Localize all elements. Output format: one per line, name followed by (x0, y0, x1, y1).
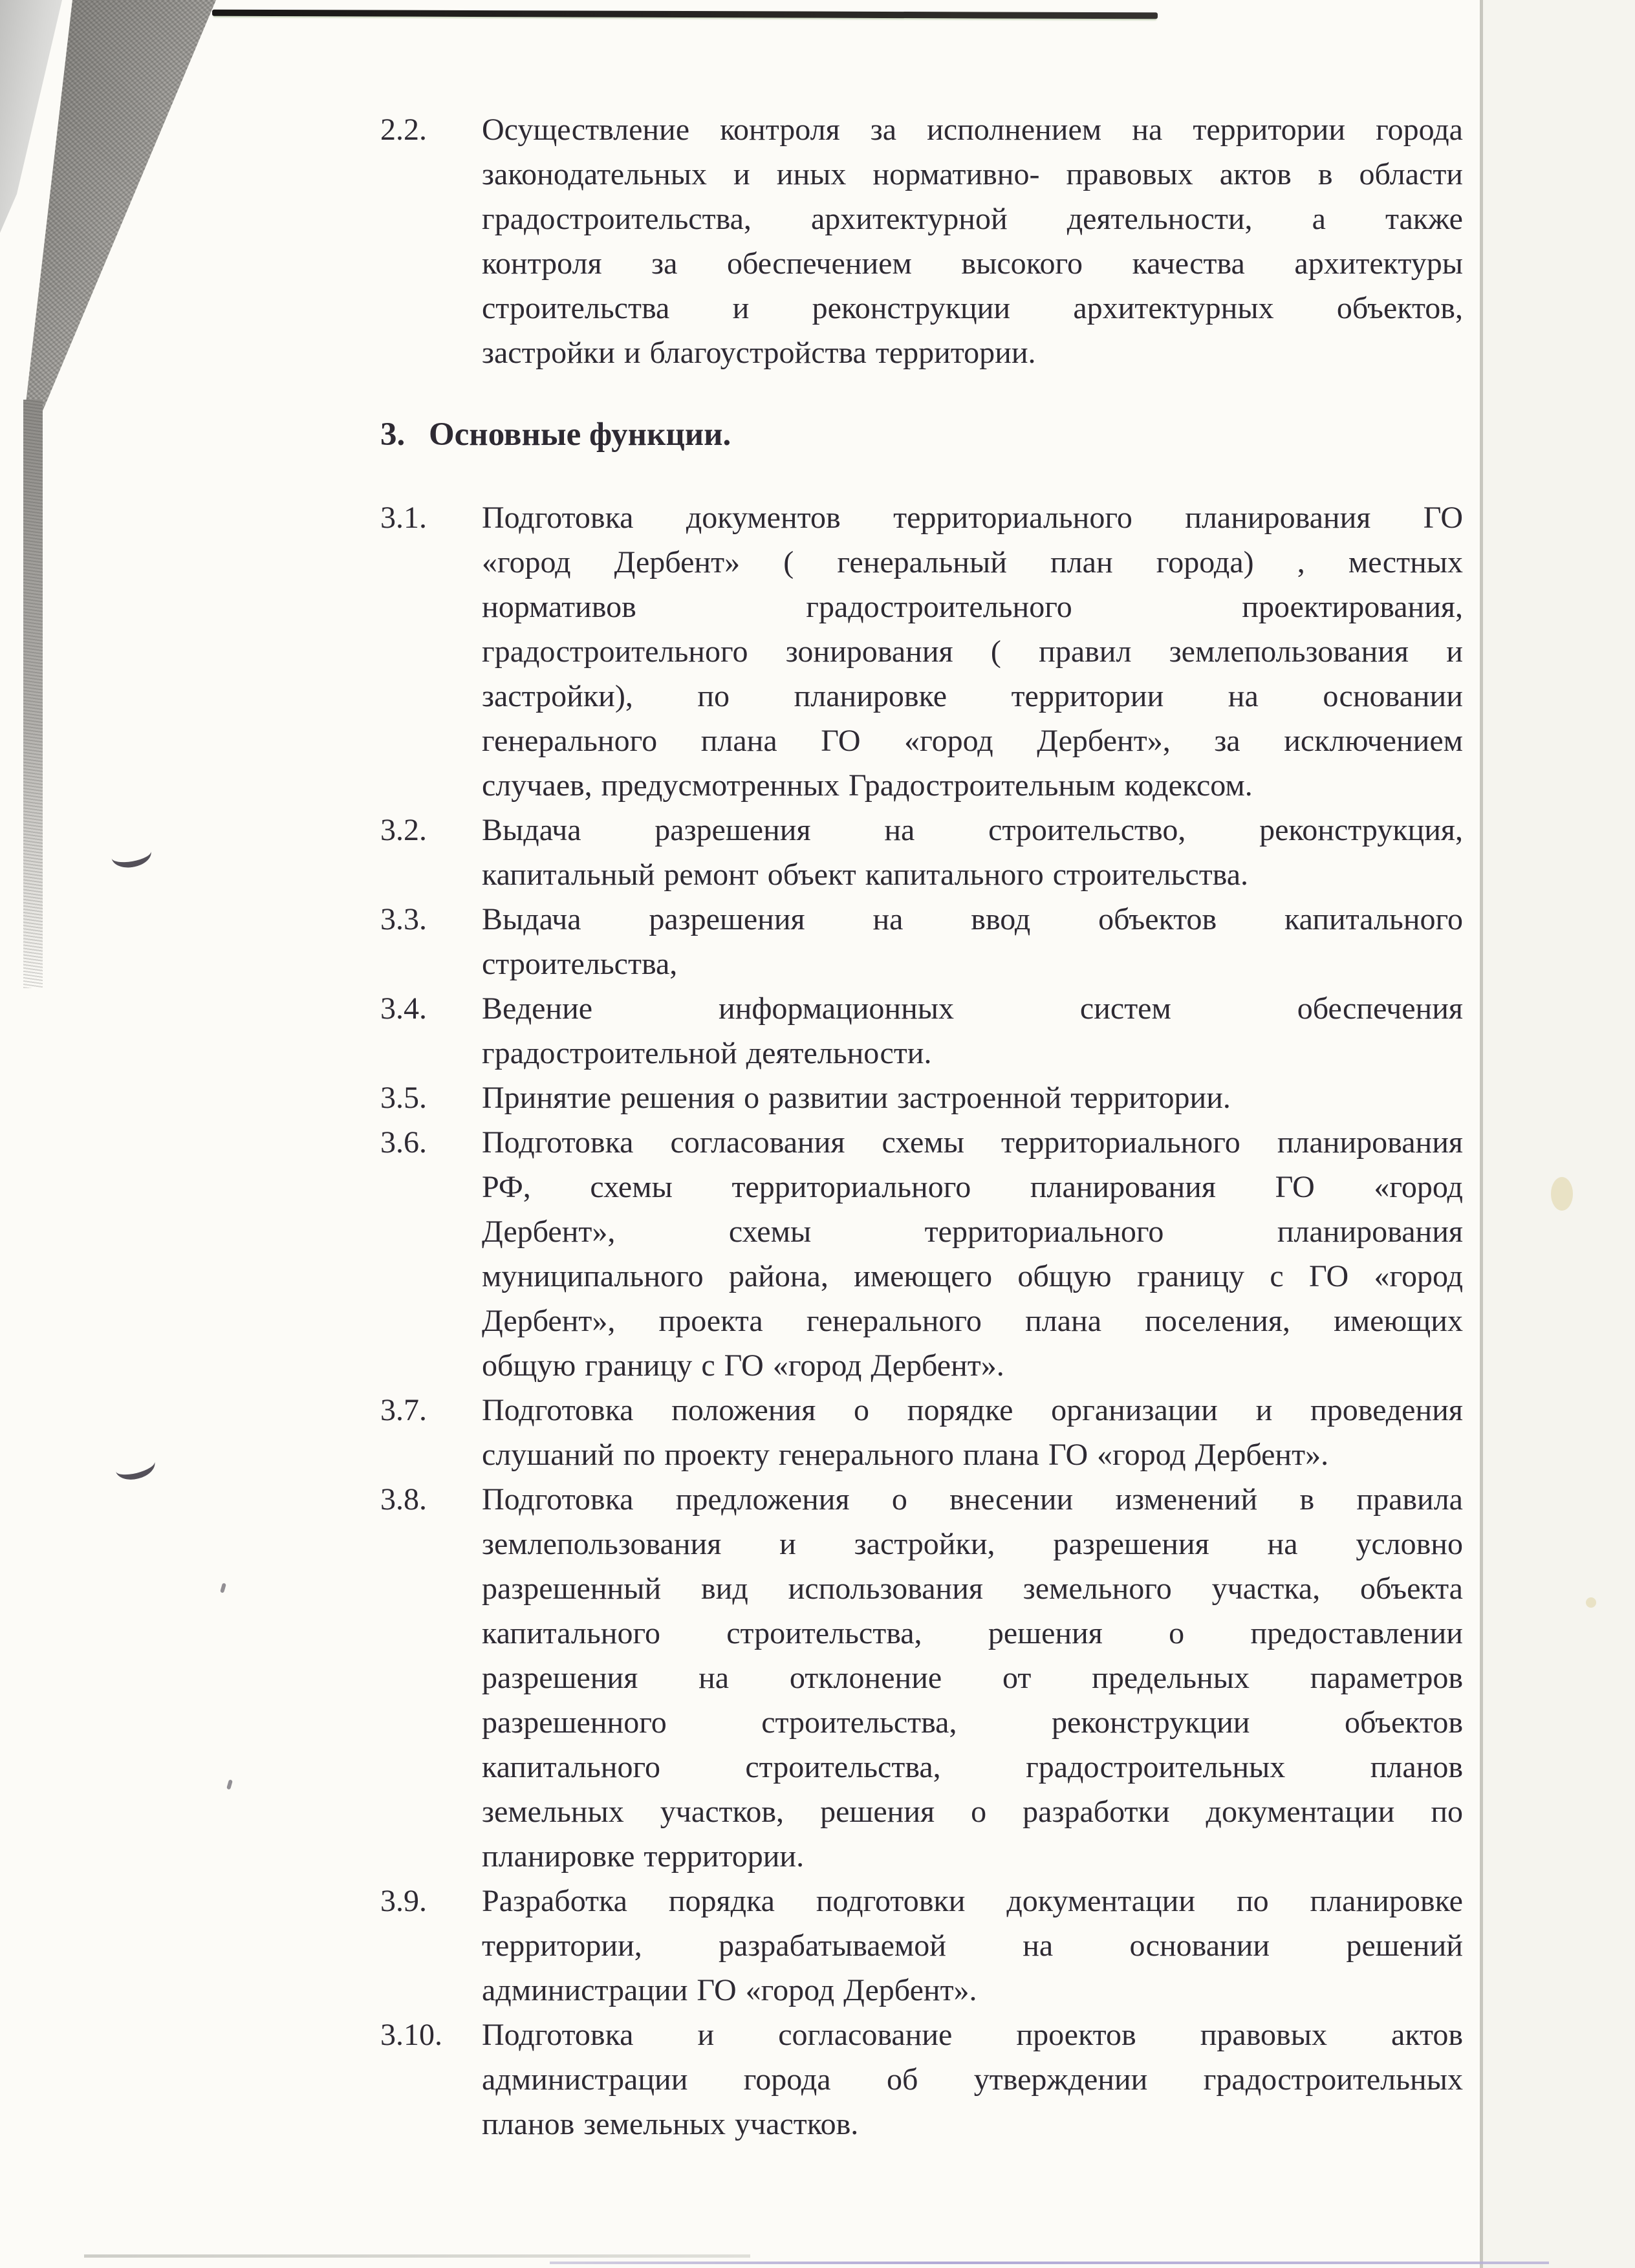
item-number: 3.10. (380, 2018, 442, 2052)
ink-speck (220, 1582, 226, 1593)
scan-artifact-edge-strip (23, 400, 43, 988)
scan-bottom-line (84, 2254, 750, 2258)
list-item-3-3 (380, 897, 1463, 986)
item-number: 3.1. (380, 501, 427, 535)
section-title: Основные функции. (429, 416, 731, 453)
ink-speck (226, 1779, 233, 1789)
item-text: Подготовка положения о порядке организации и проведения слушаний по проекту генерального плана ГО «город Дербент». (482, 1393, 1463, 1472)
item-text: Выдача разрешения на строительство, реконструкция, капитальный ремонт объект капитального строительства. (482, 813, 1463, 892)
item-text: Выдача разрешения на ввод объектов капитального строительства, (482, 902, 1463, 981)
paper-stain (1586, 1597, 1596, 1608)
list-item-3-5 (380, 1075, 1463, 1120)
item-number: 3.6. (380, 1125, 427, 1160)
item-text: Подготовка предложения о внесении изменений в правила землепользования и застройки, разрешения на условно разрешенный вид использования земельного участка, объекта капитального строительства, решения о предоставлении разрешения на отклонение от предельных параметров разрешенного строительства, реконструкции объектов капитального строительства, градостроительных планов земельных участков, решения о разработки документации по планировке территории. (482, 1482, 1463, 1874)
list-item-3-9 (380, 1879, 1463, 2013)
list-item-3-1 (380, 495, 1463, 808)
item-number: 2.2. (380, 113, 427, 147)
ink-smudge (113, 1449, 158, 1484)
list-item-3-8 (380, 1477, 1463, 1879)
list-item-3-4 (380, 986, 1463, 1075)
item-number: 3.8. (380, 1482, 427, 1517)
list-item-2-2 (380, 107, 1463, 375)
section-number: 3. (380, 416, 406, 453)
item-number: 3.5. (380, 1081, 427, 1115)
item-text: Ведение информационных систем обеспечения градостроительной деятельности. (482, 991, 1463, 1070)
item-number: 3.4. (380, 991, 427, 1026)
item-number: 3.2. (380, 813, 427, 847)
list-item-3-10 (380, 2013, 1463, 2146)
paper-edge-line (1480, 0, 1483, 2268)
item-text: Подготовка согласования схемы территориального планирования РФ, схемы территориального планирования ГО «город Дербент», схемы территориального планирования муниципального района, имеющего общую границу с ГО «город Дербент», проекта генерального плана поселения, имеющих общую границу с ГО «город Дербент». (482, 1125, 1463, 1383)
item-text: Осуществление контроля за исполнением на территории города законодательных и иных нормативно- правовых актов в области градостроительства, архитектурной деятельности, а также контроля за обеспечением высокого качества архитектуры строительства и реконструкции архитектурных объектов, застройки и благоустройства территории. (482, 113, 1463, 370)
item-text: Подготовка документов территориального планирования ГО «город Дербент» ( генеральный план города) , местных нормативов градостроительного проектирования, градостроительного зонирования ( правил землепользования и застройки), по планировке территории на основании генерального плана ГО «город Дербент», за исключением случаев, предусмотренных Градостроительным кодексом. (482, 501, 1463, 803)
list-item-3-6 (380, 1120, 1463, 1388)
list-item-3-2 (380, 808, 1463, 897)
paper-stain (1551, 1177, 1573, 1211)
item-text: Подготовка и согласование проектов правовых актов администрации города об утверждении градостроительных планов земельных участков. (482, 2018, 1463, 2141)
section-heading (380, 411, 1463, 458)
scan-right-margin (1483, 0, 1635, 2268)
item-number: 3.9. (380, 1884, 427, 1918)
ink-smudge (109, 839, 153, 870)
document-body (380, 107, 1463, 2146)
item-text: Принятие решения о развитии застроенной территории. (482, 1081, 1231, 1115)
item-number: 3.3. (380, 902, 427, 936)
item-number: 3.7. (380, 1393, 427, 1427)
scan-edge-line (212, 10, 1158, 19)
list-item-3-7 (380, 1388, 1463, 1477)
scan-bottom-accent-line (550, 2262, 1549, 2264)
item-text: Разработка порядка подготовки документации по планировке территории, разрабатываемой на основании решений администрации ГО «город Дербент». (482, 1884, 1463, 2007)
